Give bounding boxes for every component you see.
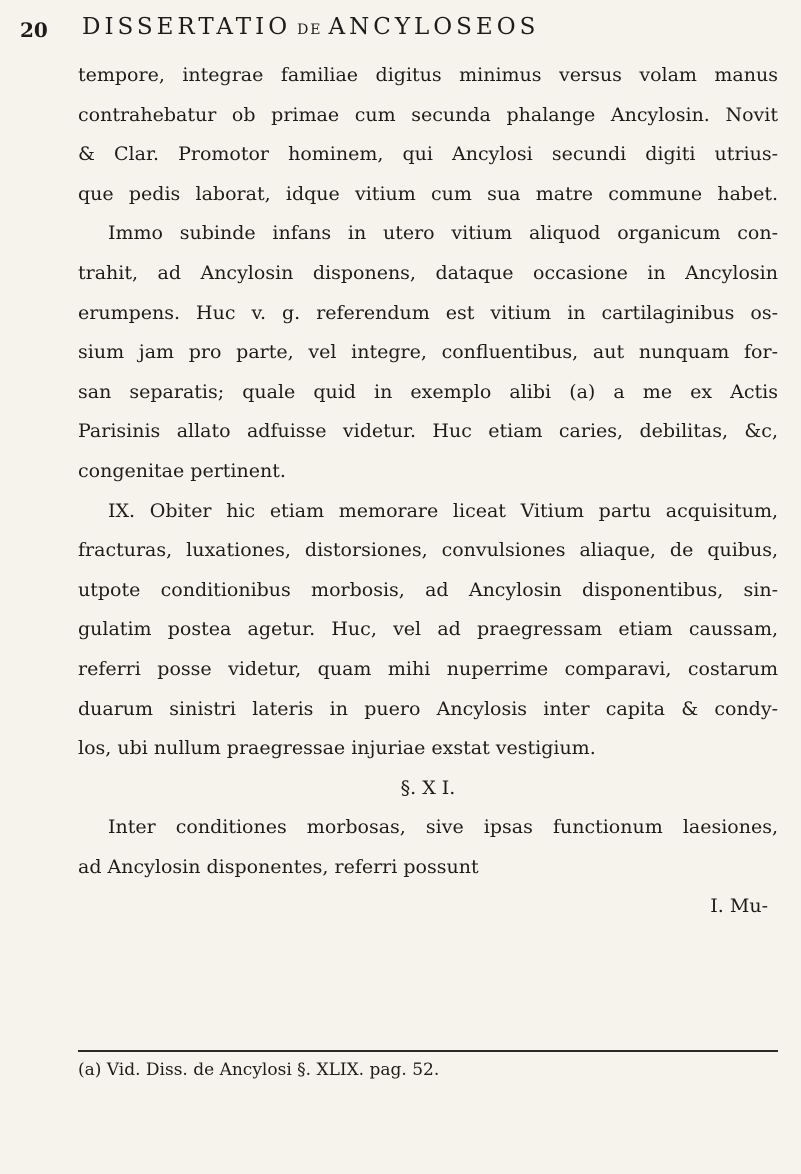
title-right: ANCYLOSEOS	[328, 14, 540, 40]
page-number: 20	[20, 18, 48, 42]
text-line: & Clar. Promotor hominem, qui Ancylosi secundi digiti utrius-	[78, 143, 778, 166]
text-line: gulatim postea agetur. Huc, vel ad praegressam etiam caussam,	[78, 618, 778, 641]
running-header	[20, 14, 780, 54]
text-line: congenitae pertinent.	[78, 459, 286, 482]
text-line: que pedis laborat, idque vitium cum sua matre commune habet.	[78, 182, 778, 205]
catchword: I. Mu-	[710, 895, 768, 918]
footnote: (a) Vid. Diss. de Ancylosi §. XLIX. pag. 52.	[78, 1060, 440, 1080]
footnote-rule	[78, 1050, 778, 1052]
text-line: Inter conditiones morbosas, sive ipsas functionum laesiones,	[108, 816, 778, 839]
title-de: DE	[297, 22, 323, 38]
text-line: erumpens. Huc v. g. referendum est vitium in cartilaginibus os-	[78, 301, 778, 324]
section-heading: §. X I.	[400, 776, 456, 799]
text-line: duarum sinistri lateris in puero Ancylosis inter capita & condy-	[78, 697, 778, 720]
running-title	[82, 14, 539, 40]
text-line: los, ubi nullum praegressae injuriae exstat vestigium.	[78, 737, 596, 760]
text-line: trahit, ad Ancylosin disponens, dataque occasione in Ancylosin	[78, 261, 778, 284]
text-line: Parisinis allato adfuisse videtur. Huc etiam caries, debilitas, &c,	[78, 420, 778, 443]
text-line: sium jam pro parte, vel integre, confluentibus, aut nunquam for-	[78, 341, 778, 364]
text-line: contrahebatur ob primae cum secunda phalange Ancylosin. Novit	[78, 103, 778, 126]
text-line: fracturas, luxationes, distorsiones, convulsiones aliaque, de quibus,	[78, 539, 778, 562]
text-line: Immo subinde infans in utero vitium aliquod organicum con-	[108, 222, 778, 245]
main-text	[78, 56, 778, 927]
text-line: IX. Obiter hic etiam memorare liceat Vitium partu acquisitum,	[108, 499, 778, 522]
text-line: referri posse videtur, quam mihi nuperrime comparavi, costarum	[78, 657, 778, 680]
title-left: DISSERTATIO	[82, 14, 292, 40]
text-line: ad Ancylosin disponentes, referri possunt	[78, 855, 479, 878]
text-line: tempore, integrae familiae digitus minimus versus volam manus	[78, 64, 778, 86]
text-line: san separatis; quale quid in exemplo alibi (a) a me ex Actis	[78, 380, 778, 403]
text-line: utpote conditionibus morbosis, ad Ancylosin disponentibus, sin-	[78, 578, 778, 601]
